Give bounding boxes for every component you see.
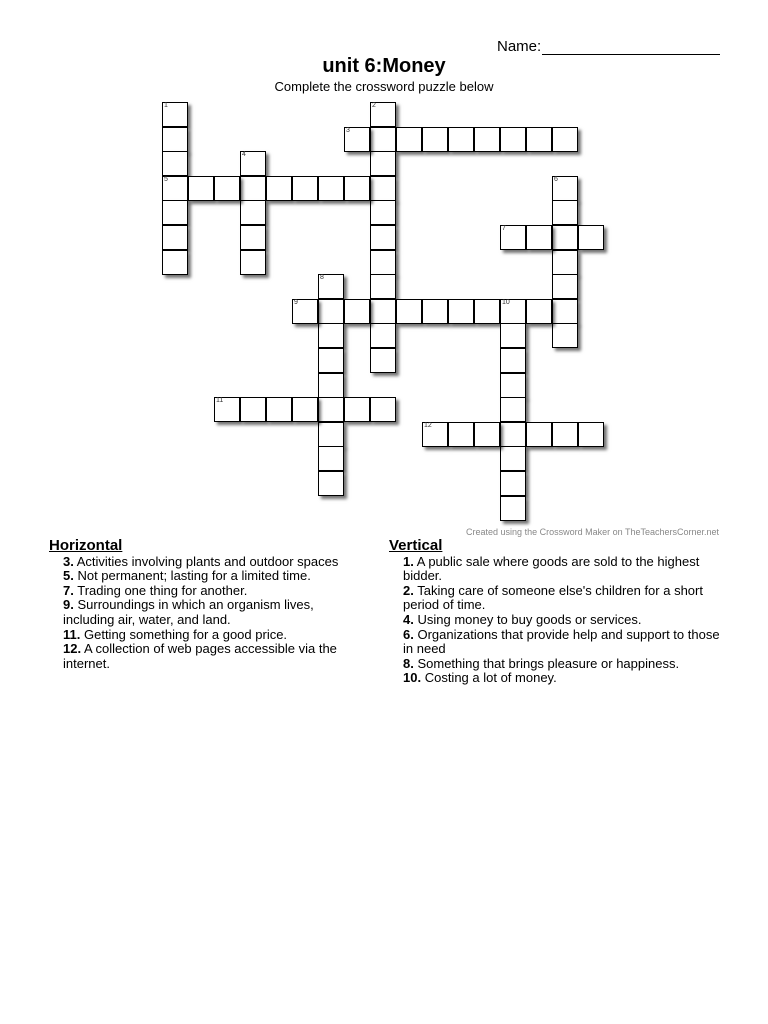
- crossword-cell[interactable]: [448, 422, 474, 447]
- crossword-cell[interactable]: [214, 176, 240, 201]
- page-subtitle: Complete the crossword puzzle below: [274, 79, 494, 94]
- crossword-cell[interactable]: [214, 397, 240, 422]
- cell-number: 10: [502, 298, 510, 306]
- crossword-cell[interactable]: [240, 151, 266, 176]
- clue-text: Organizations that provide help and support to those in need: [403, 626, 720, 657]
- clue-item: [49, 555, 367, 570]
- crossword-cell[interactable]: [370, 127, 396, 152]
- cell-number: 8: [320, 274, 324, 282]
- cell-number: 6: [554, 175, 558, 183]
- crossword-cell[interactable]: [552, 127, 578, 152]
- vertical-heading: Vertical: [389, 537, 443, 554]
- clue-item: [49, 569, 367, 584]
- cell-number: 7: [502, 225, 506, 232]
- crossword-cell[interactable]: [396, 127, 422, 152]
- clue-number: 12.: [63, 641, 82, 657]
- clue-item: [49, 628, 367, 643]
- crossword-cell[interactable]: [318, 299, 344, 324]
- crossword-cell[interactable]: [318, 397, 344, 422]
- crossword-cell[interactable]: [370, 323, 396, 348]
- clue-number: 8.: [403, 655, 414, 671]
- crossword-cell[interactable]: [526, 299, 552, 324]
- vertical-clues: [389, 539, 724, 686]
- crossword-cell[interactable]: [500, 422, 526, 447]
- clue-number: 1.: [403, 553, 414, 569]
- crossword-cell[interactable]: [240, 200, 266, 225]
- crossword-cell[interactable]: [448, 299, 474, 324]
- crossword-cell[interactable]: [344, 299, 370, 324]
- cell-number: 2: [372, 102, 376, 109]
- clue-number: 10.: [403, 670, 422, 686]
- clue-item: [389, 613, 724, 628]
- crossword-cell[interactable]: [526, 225, 552, 250]
- clue-number: 7.: [63, 582, 74, 598]
- crossword-cell[interactable]: [370, 274, 396, 299]
- clue-number: 11.: [63, 626, 81, 642]
- crossword-cell[interactable]: [344, 397, 370, 422]
- crossword-cell[interactable]: [370, 225, 396, 250]
- crossword-cell[interactable]: [552, 225, 578, 250]
- crossword-cell[interactable]: [552, 250, 578, 275]
- cell-number: 9: [294, 298, 298, 306]
- credit-text: Created using the Crossword Maker on TheTeachersCorner.net: [466, 527, 719, 537]
- crossword-cell[interactable]: [162, 151, 188, 176]
- cell-number: 11: [216, 397, 224, 405]
- horizontal-clues: [49, 539, 367, 671]
- crossword-cell[interactable]: [448, 127, 474, 152]
- crossword-cell[interactable]: [474, 422, 500, 447]
- crossword-cell[interactable]: [370, 397, 396, 422]
- crossword-cell[interactable]: [500, 299, 526, 324]
- crossword-cell[interactable]: [370, 299, 396, 324]
- crossword-cell[interactable]: [500, 373, 526, 398]
- crossword-cell[interactable]: [266, 176, 292, 201]
- crossword-cell[interactable]: [318, 323, 344, 348]
- clue-item: [389, 671, 724, 686]
- cell-number: 12: [424, 421, 432, 429]
- clue-number: 3.: [63, 553, 74, 569]
- crossword-cell[interactable]: [474, 127, 500, 152]
- crossword-cell[interactable]: [318, 274, 344, 299]
- crossword-cell[interactable]: [318, 446, 344, 471]
- horizontal-heading: Horizontal: [49, 537, 123, 554]
- crossword-cell[interactable]: [422, 299, 448, 324]
- crossword-cell[interactable]: [474, 299, 500, 324]
- crossword-cell[interactable]: [318, 176, 344, 201]
- crossword-cell[interactable]: [240, 250, 266, 275]
- clue-item: [49, 642, 367, 671]
- crossword-cell[interactable]: [240, 225, 266, 250]
- crossword-cell[interactable]: [422, 127, 448, 152]
- crossword-cell[interactable]: [370, 250, 396, 275]
- crossword-cell[interactable]: [162, 200, 188, 225]
- crossword-cell[interactable]: [396, 299, 422, 324]
- crossword-cell[interactable]: [552, 200, 578, 225]
- crossword-cell[interactable]: [240, 176, 266, 201]
- crossword-cell[interactable]: [500, 496, 526, 521]
- clue-text: A collection of web pages accessible via the internet.: [63, 641, 337, 671]
- crossword-cell[interactable]: [240, 397, 266, 422]
- crossword-cell[interactable]: [552, 299, 578, 324]
- crossword-cell[interactable]: [370, 348, 396, 373]
- clue-text: Getting something for a good price.: [83, 626, 288, 642]
- crossword-cell[interactable]: [292, 176, 318, 201]
- clue-item: [389, 628, 724, 657]
- crossword-cell[interactable]: [500, 348, 526, 373]
- crossword-cell[interactable]: [162, 102, 188, 127]
- crossword-cell[interactable]: [500, 127, 526, 152]
- cell-number: 3: [346, 126, 350, 134]
- crossword-cell[interactable]: [344, 127, 370, 152]
- clue-text: Not permanent; lasting for a limited time.: [77, 568, 311, 584]
- crossword-cell[interactable]: [500, 446, 526, 471]
- crossword-cell[interactable]: [552, 176, 578, 201]
- crossword-cell[interactable]: [162, 225, 188, 250]
- clue-text: Something that brings pleasure or happiness.: [417, 655, 680, 671]
- cell-number: 4: [242, 151, 246, 159]
- clue-number: 5.: [63, 568, 74, 584]
- crossword-cell[interactable]: [162, 250, 188, 275]
- crossword-cell[interactable]: [162, 176, 188, 201]
- clue-item: [389, 584, 724, 613]
- crossword-cell[interactable]: [318, 422, 344, 447]
- cell-number: 5: [164, 175, 168, 183]
- clue-text: Activities involving plants and outdoor spaces: [76, 553, 339, 569]
- crossword-cell[interactable]: [266, 397, 292, 422]
- crossword-cell[interactable]: [526, 127, 552, 152]
- crossword-cell[interactable]: [578, 225, 604, 250]
- crossword-cell[interactable]: [552, 422, 578, 447]
- clue-text: Costing a lot of money.: [424, 670, 557, 686]
- clue-text: Surroundings in which an organism lives, including air, water, and land.: [63, 597, 314, 627]
- crossword-cell[interactable]: [188, 176, 214, 201]
- crossword-cell[interactable]: [422, 422, 448, 447]
- clue-number: 2.: [403, 582, 414, 598]
- crossword-cell[interactable]: [578, 422, 604, 447]
- crossword-cell[interactable]: [344, 176, 370, 201]
- crossword-cell[interactable]: [292, 397, 318, 422]
- crossword-cell[interactable]: [162, 127, 188, 152]
- crossword-cell[interactable]: [500, 225, 526, 250]
- crossword-cell[interactable]: [370, 102, 396, 127]
- clue-item: [389, 657, 724, 672]
- clue-text: Taking care of someone else's children for a short period of time.: [403, 582, 703, 613]
- crossword-cell[interactable]: [552, 323, 578, 348]
- crossword-cell[interactable]: [500, 397, 526, 422]
- clue-text: Trading one thing for another.: [77, 582, 248, 598]
- page-title: unit 6:Money: [322, 55, 446, 77]
- crossword-cell[interactable]: [552, 274, 578, 299]
- clue-number: 9.: [63, 597, 74, 613]
- crossword-cell[interactable]: [526, 422, 552, 447]
- clue-text: Using money to buy goods or services.: [417, 611, 642, 627]
- crossword-cell[interactable]: [370, 151, 396, 176]
- crossword-cell[interactable]: [318, 348, 344, 373]
- crossword-cell[interactable]: [292, 299, 318, 324]
- cell-number: 1: [164, 102, 168, 109]
- crossword-cell[interactable]: [370, 200, 396, 225]
- crossword-cell[interactable]: [318, 373, 344, 398]
- name-label: Name:: [497, 38, 542, 55]
- clue-text: A public sale where goods are sold to the highest bidder.: [403, 553, 700, 584]
- clue-number: 4.: [403, 611, 414, 627]
- clue-item: [49, 584, 367, 599]
- crossword-cell[interactable]: [318, 471, 344, 496]
- crossword-cell[interactable]: [370, 176, 396, 201]
- clue-item: [389, 555, 724, 584]
- clue-number: 6.: [403, 626, 414, 642]
- crossword-cell[interactable]: [500, 471, 526, 496]
- crossword-cell[interactable]: [500, 323, 526, 348]
- clue-item: [49, 598, 367, 627]
